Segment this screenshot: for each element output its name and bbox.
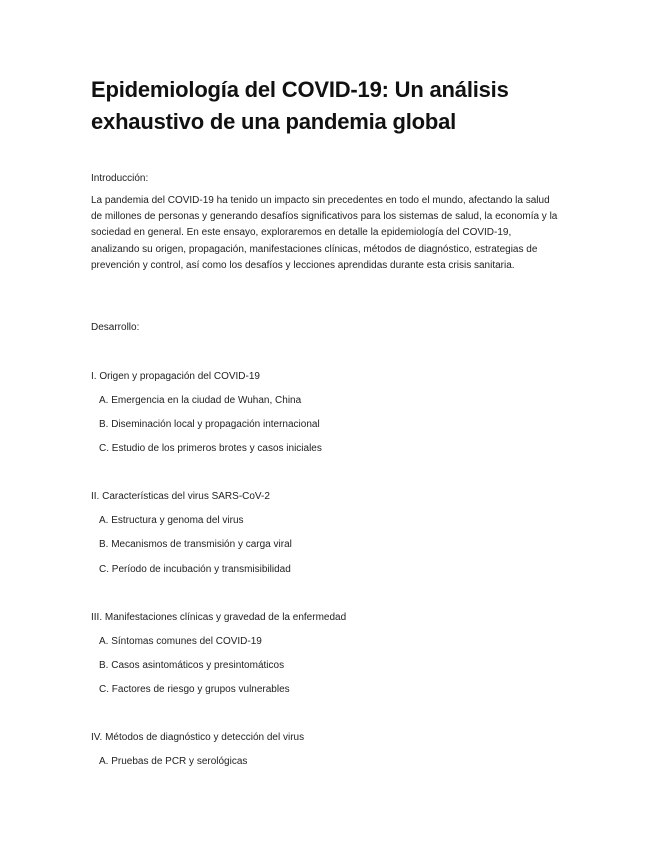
section-heading: IV. Métodos de diagnóstico y detección del virus [91,732,305,743]
section-item: B. Casos asintomáticos y presintomáticos [99,660,285,671]
development-heading: Desarrollo: [91,322,140,333]
section-heading: II. Características del virus SARS-CoV-2 [91,491,270,502]
intro-heading: Introducción: [91,173,149,184]
section-item: C. Período de incubación y transmisibilidad [99,564,291,575]
section-item: C. Factores de riesgo y grupos vulnerables [99,684,290,695]
document-title: Epidemiología del COVID-19: Un análisis exhaustivo de una pandemia global [91,77,509,134]
section-item: A. Pruebas de PCR y serológicas [99,756,248,767]
section-item: C. Estudio de los primeros brotes y casos iniciales [99,443,322,454]
intro-paragraph: La pandemia del COVID-19 ha tenido un impacto sin precedentes en todo el mundo, afectando la salud de millones de personas y generando desafíos significativos para los sistemas de salud, la economía y la sociedad en general. En este ensayo, exploraremos en detalle la epidemiología del COVID-19, analizando su origen, propagación, manifestaciones clínicas, métodos de diagnóstico, estrategias de prevención y control, así como los desafíos y lecciones aprendidas durante esta crisis sanitaria. [91,195,558,271]
section-item: A. Emergencia en la ciudad de Wuhan, China [99,395,302,406]
section-item: B. Diseminación local y propagación internacional [99,419,320,430]
section-item: B. Mecanismos de transmisión y carga viral [99,539,292,550]
section-item: A. Estructura y genoma del virus [99,515,244,526]
section-heading: I. Origen y propagación del COVID-19 [91,371,260,382]
section-heading: III. Manifestaciones clínicas y gravedad de la enfermedad [91,612,347,623]
section-item: A. Síntomas comunes del COVID-19 [99,636,262,647]
